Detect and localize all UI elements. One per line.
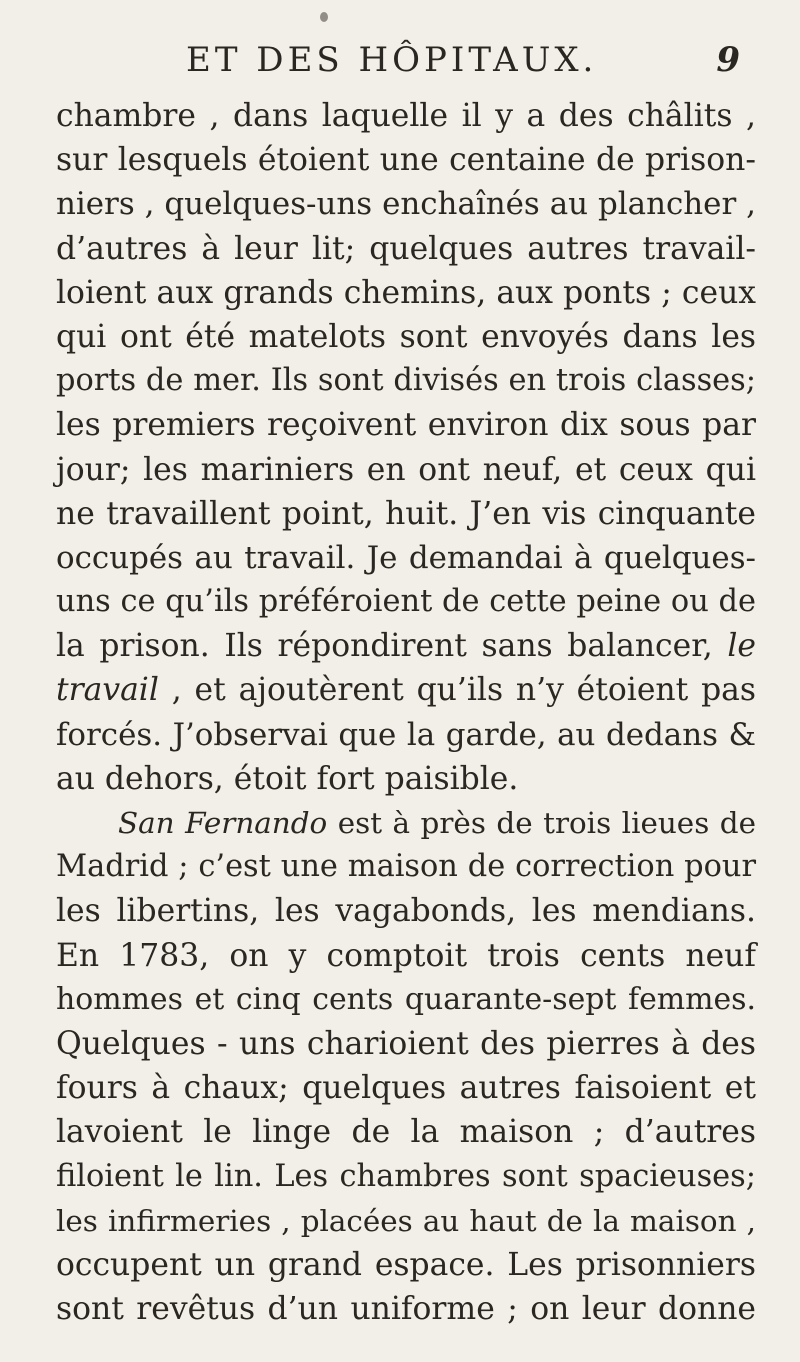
page-header <box>56 40 756 90</box>
text-line: uns ce qu’ils préféroient de cette peine ou de <box>56 584 756 620</box>
text-line: jour; les mariniers en ont neuf, et ceux qui <box>56 451 756 488</box>
text-line: d’autres à leur lit; quelques autres travail- <box>56 230 756 267</box>
text-line: sur lesquels étoient une centaine de prison- <box>56 142 756 179</box>
text-line: En 1783, on y comptoit trois cents neuf <box>56 937 756 974</box>
text-line: les infirmeries , placées au haut de la maison , <box>56 1203 756 1238</box>
text-line: sont revêtus d’un uniforme ; on leur donne <box>56 1291 756 1328</box>
body-text <box>56 94 756 1331</box>
text-line: les premiers reçoivent environ dix sous par <box>56 407 756 444</box>
text-line: ports de mer. Ils sont divisés en trois classes; <box>56 363 756 399</box>
italic-fragment: travail <box>56 672 159 709</box>
text-line: occupés au travail. Je demandai à quelques- <box>56 539 756 576</box>
page-number: 9 <box>716 40 744 80</box>
text-line: occupent un grand espace. Les prisonniers <box>56 1246 756 1283</box>
text-line: niers , quelques-uns enchaînés au plancher , <box>56 186 756 223</box>
text-line: ne travaillent point, huit. J’en vis cinquante <box>56 495 756 532</box>
text-line: Madrid ; c’est une maison de correction pour <box>56 849 756 885</box>
text-line: qui ont été matelots sont envoyés dans les <box>56 318 756 355</box>
text-line <box>56 668 756 712</box>
text-line: Quelques - uns charioient des pierres à des <box>56 1025 756 1062</box>
text-line: lavoient le linge de la maison ; d’autres <box>56 1114 756 1151</box>
text-fragment: , et ajoutèrent qu’ils n’y étoient pas <box>158 672 756 709</box>
text-line: chambre , dans laquelle il y a des châlits , <box>56 98 756 134</box>
text-line: filoient le lin. Les chambres sont spacieuses; <box>56 1158 756 1194</box>
text-fragment: est à près de trois lieues de <box>327 806 756 840</box>
text-line: les libertins, les vagabonds, les mendians. <box>56 893 756 930</box>
text-line: au dehors, étoit fort paisible. <box>56 760 519 797</box>
text-line: forcés. J’observai que la garde, au dedans & <box>56 716 756 753</box>
text-line <box>56 801 756 845</box>
italic-fragment: San Fernando <box>118 806 328 840</box>
text-line <box>56 624 756 668</box>
running-title: ET DES HÔPITAUX. <box>186 40 598 80</box>
text-line: fours à chaux; quelques autres faisoient et <box>56 1070 756 1107</box>
text-fragment: la prison. Ils répondirent sans balancer, <box>56 628 728 665</box>
ink-speck <box>320 12 328 22</box>
text-line: hommes et cinq cents quarante-sept femmes. <box>56 981 756 1017</box>
italic-fragment: le <box>727 628 756 665</box>
text-line: loient aux grands chemins, aux ponts ; ceux <box>56 274 756 311</box>
